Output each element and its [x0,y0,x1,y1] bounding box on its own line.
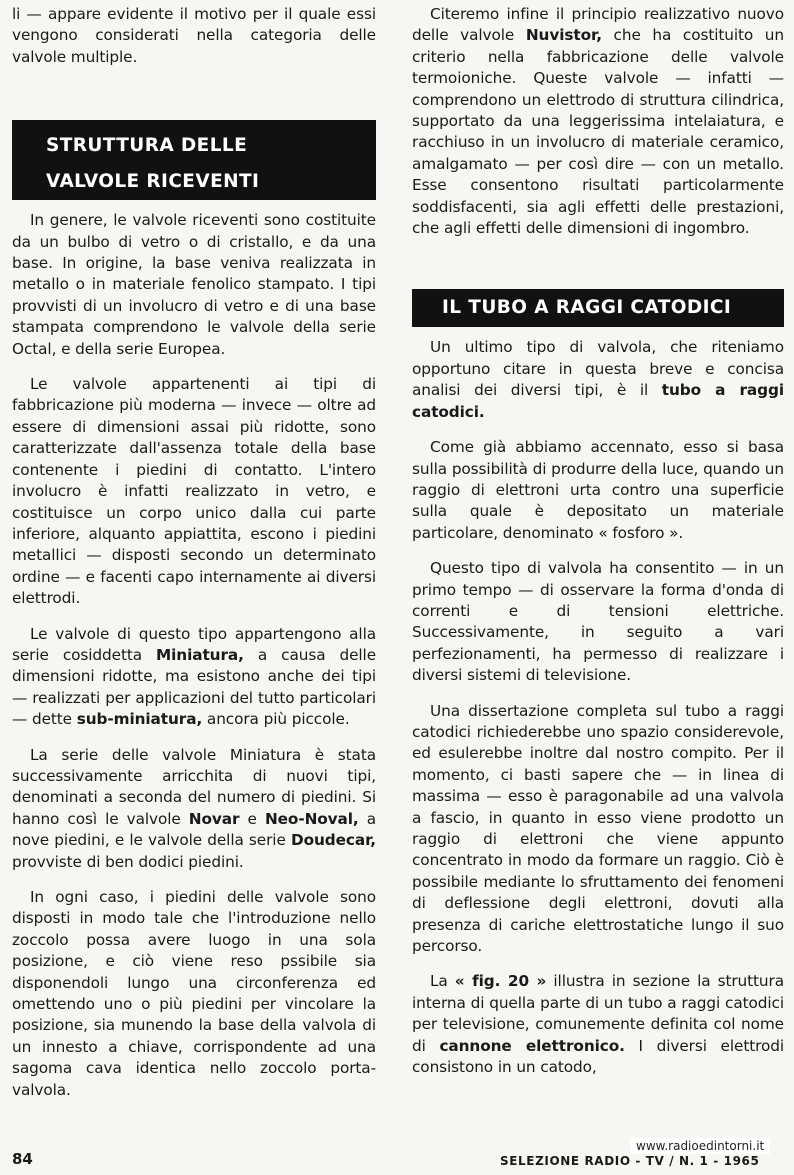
text-run: ancora più piccole. [202,710,350,729]
text-run: Le valvole di questo tipo appartengono alla serie cosiddetta [12,624,376,664]
page-number: 84 [12,1150,33,1168]
left-column [12,4,376,1115]
text-run: e [239,809,265,828]
paragraph [12,745,376,873]
paragraph [12,624,376,731]
bold-term: Neo-Noval, [264,809,359,828]
paragraph [412,4,784,239]
bold-term: Doudecar, [290,831,376,850]
text-run: Le valvole appartenenti ai tipi di fabbricazione più moderna — invece — oltre ad essere di dimensioni assai più ridotte, sono caratterizzate dall'assenza totale della base contenente i piedini di contatto. L'intero involucro è infatti realizzato in vetro, e costituisce un corpo unico dalla cui parte inferiore, alquanto appiattita, escono i piedini metallici — disposti secondo un determinato ordine — e facenti capo internamente ai diversi elettrodi. [12,375,376,608]
text-run: Come già abbiamo accennato, esso si basa sulla possibilità di produrre della luce, quando un raggio di elettroni urta contro una superficie sulla quale è depositato un materiale particolare, denominato « fosforo ». [412,438,784,542]
text-run: provviste di ben dodici piedini. [12,852,244,871]
paragraph [12,210,376,360]
bold-term: Novar [188,809,240,828]
text-run: Citeremo infine il principio realizzativo nuovo delle valvole [412,5,784,45]
paragraph [12,4,376,68]
paragraph [412,558,784,686]
paragraph [412,337,784,423]
paragraph [412,701,784,958]
text-run: illustra in sezione la struttura interna di quella parte di un tubo a raggi catodici per televisione, comunemente definita col nome di [412,972,784,1055]
text-run: Questo tipo di valvola ha consentito — in un primo tempo — di osservare la forma d'onda di correnti e di tensioni elettriche. Successivamente, in seguito a vari perfezionamenti, ha permesso di realizzare i diversi sistemi di televisione. [412,559,784,685]
text-run: che ha costituito un criterio nella fabbricazione delle valvole termoioniche. Queste valvole — infatti — comprendono un elettrodo di struttura cilindrica, supportato da una leggerissima intelaiatura, e racchiuso in un involucro di materiale ceramico, amalgamato — per così dire — con un metallo. Esse consentono risultati particolarmente soddisfacenti, sia agli effetti delle prestazioni, che agli effetti delle dimensioni di ingombro. [412,26,784,238]
bold-term: Miniatura, [156,645,244,664]
text-run: La serie delle valvole Miniatura è stata successivamente arricchita di nuovi tipi, denominati a seconda del numero di piedini. Si hanno così le valvole [12,745,376,828]
bold-term: Nuvistor, [525,26,602,45]
paragraph [412,971,784,1078]
bold-term: sub-miniatura, [76,710,203,729]
heading-line: VALVOLE RICEVENTI [46,171,260,193]
paragraph [412,437,784,544]
text-run: La [430,972,455,991]
text-run: In ogni caso, i piedini delle valvole sono disposti in modo tale che l'introduzione nello zoccolo possa avere luogo in una sola posizione, e ciò viene reso pssibile sia disponendoli lungo una circonferenza ed omettendo uno o più piedini per vincolare la posizione, sia munendo la base della valvola di un innesto a chiave, corrispondente ad una sagoma cava identica nello zoccolo porta-valvola. [12,888,376,1099]
text-run: In genere, le valvole riceventi sono costituite da un bulbo di vetro o di cristallo, e da una base. In origine, la base veniva realizzata in metallo o in materiale fenolico stampato. I tipi provvisti di un involucro di vetro e di una base stampata comprendono le valvole della serie Octal, e della serie Europea. [12,211,376,358]
magazine-footer: SELEZIONE RADIO - TV / N. 1 - 1965 [500,1154,760,1168]
text-run: a causa delle dimensioni ridotte, ma esistono anche dei tipi — realizzati per applicazioni del tutto particolari — dette [12,645,377,729]
text-run: li — appare evidente il motivo per il quale essi vengono considerati nella categoria delle valvole multiple. [12,5,376,66]
paragraph [12,887,376,1101]
bold-term: cannone elettronico. [439,1036,625,1055]
website-watermark[interactable]: www.radioedintorni.it [630,1138,770,1154]
right-column [412,4,784,1092]
section-heading-struttura [12,120,376,200]
text-run: Un ultimo tipo di valvola, che riteniamo opportuno citare in questa breve e concisa analisi dei diversi tipi, è il [412,338,784,400]
text-run: a nove piedini, e le valvole della serie [12,809,377,850]
text-run: Una dissertazione completa sul tubo a raggi catodici richiederebbe uno spazio considerevole, ed esulerebbe inoltre dal nostro compito. Per il momento, ci basti sapere che — in linea di massima — esso è paragonabile ad una valvola a fascio, in quanto in esso viene prodotto un raggio di elettroni che viene appunto concentrato in modo da formare un raggio. Ciò è possibile mediante lo sfruttamento dei fenomeni di deflessione degli elettroni, dovuti alla presenza di cariche elettrostatiche lungo il suo percorso. [412,701,784,956]
bold-term: « fig. 20 » [454,972,547,991]
paragraph [12,374,376,609]
heading-line: STRUTTURA DELLE [46,135,248,157]
text-run: I diversi elettrodi consistono in un catodo, [412,1036,784,1077]
bold-term: tubo a raggi catodici. [412,381,784,421]
section-heading-tubo: IL TUBO A RAGGI CATODICI [412,289,784,327]
